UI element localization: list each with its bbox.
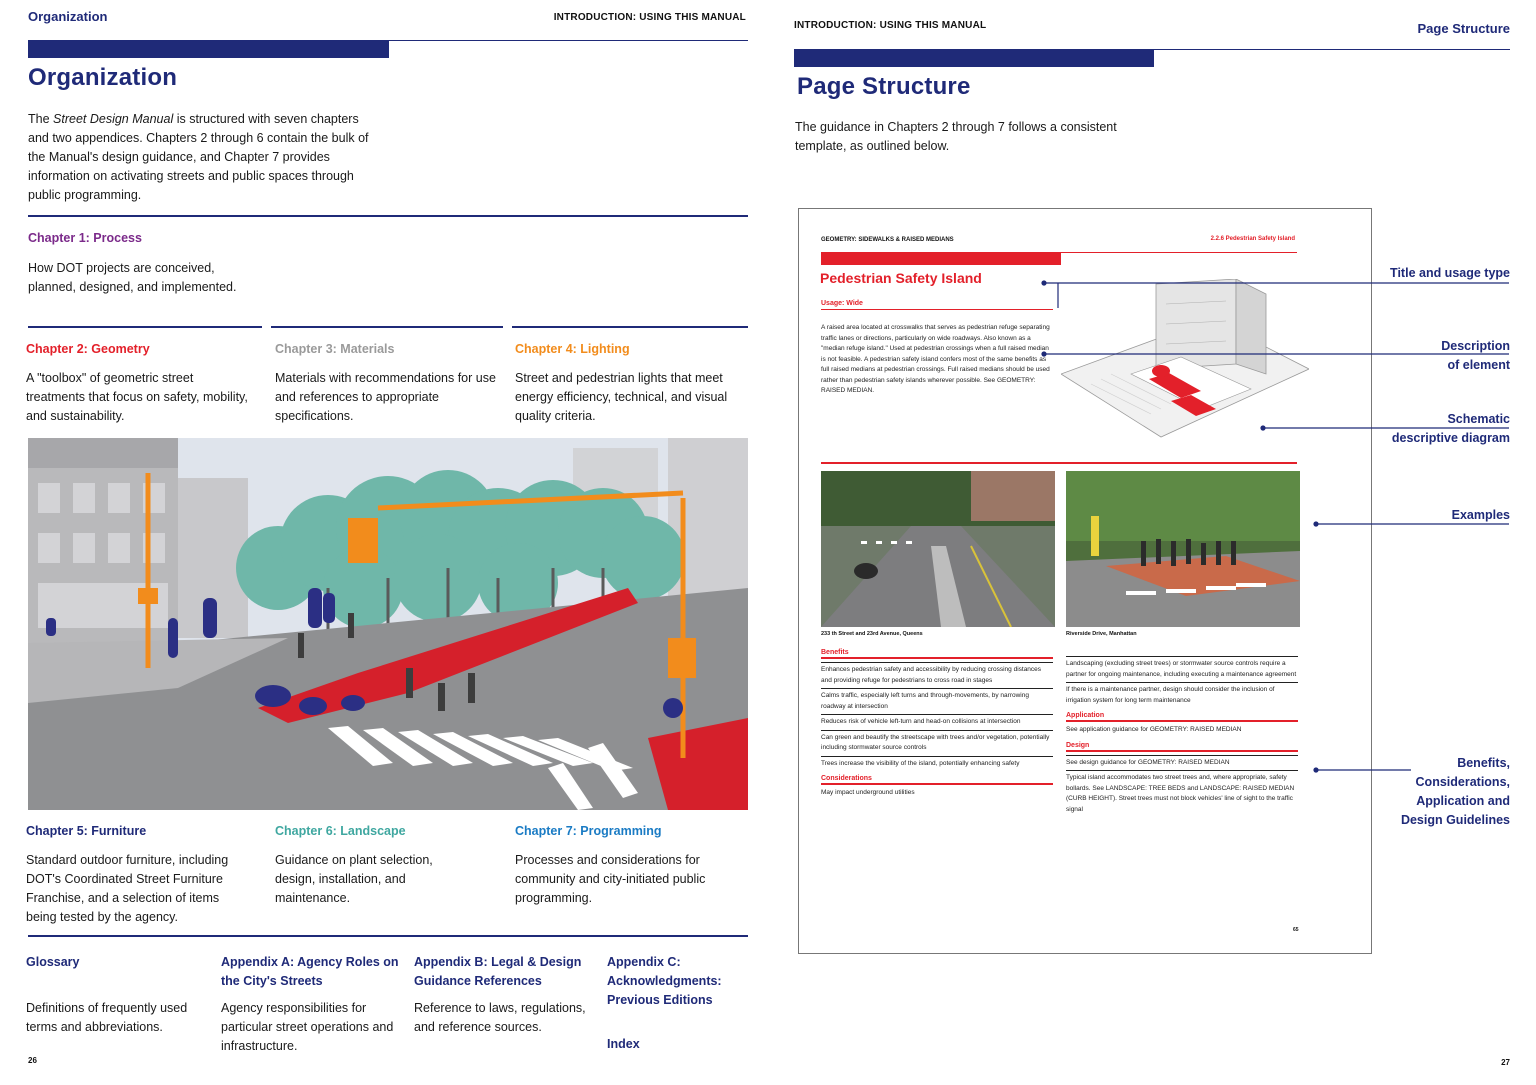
- page-title-right: Page Structure: [797, 73, 971, 100]
- chapter-4-rule: [512, 326, 748, 328]
- chapter-5-text: Standard outdoor furniture, including DOT's Coordinated Street Furniture Franchise, and a selection of items being tested by the agency.: [26, 853, 229, 924]
- callout-description-line-2: of element: [1447, 358, 1510, 372]
- chapter-1-title: Chapter 1: Process: [28, 231, 142, 245]
- running-head-right: Page Structure: [1417, 21, 1510, 36]
- sample-usage: Usage: Wide: [821, 300, 1053, 310]
- chapter-2-title: Chapter 2: Geometry: [26, 342, 150, 356]
- chapter-4-title: Chapter 4: Lighting: [515, 342, 630, 356]
- callout-examples: Examples: [1451, 508, 1510, 522]
- appendix-rule: [28, 935, 748, 937]
- sample-application-1: See application guidance for GEOMETRY: RAISED MEDIAN: [1066, 726, 1242, 733]
- intro-paragraph-right: The guidance in Chapters 2 through 7 follows a consistent template, as outlined below.: [795, 120, 1117, 153]
- running-head-left: Organization: [28, 9, 108, 24]
- sample-right-item-2: If there is a maintenance partner, design should consider the inclusion of irrigation system for long term maintenance: [1066, 682, 1298, 706]
- street-illustration: [28, 438, 748, 810]
- sample-benefit-5: Trees increase the visibility of the island, potentially enhancing safety: [821, 756, 1053, 770]
- appendix-b-text: Reference to laws, regulations, and reference sources.: [414, 1001, 586, 1034]
- intro-paragraph: [28, 110, 373, 205]
- intro-text-pre: The: [28, 112, 54, 126]
- callout-leaders: [768, 0, 1536, 1085]
- sample-page-number: 65: [1293, 927, 1299, 933]
- running-head-section-right: INTRODUCTION: USING THIS MANUAL: [794, 20, 987, 31]
- chapter-7-title: Chapter 7: Programming: [515, 824, 662, 838]
- chapter-5-title: Chapter 5: Furniture: [26, 824, 147, 838]
- sample-design-1: See design guidance for GEOMETRY: RAISED MEDIAN: [1066, 755, 1298, 769]
- callout-benefits-line-4: Design Guidelines: [1400, 813, 1510, 827]
- chapter-3-rule: [271, 326, 503, 328]
- glossary-text: Definitions of frequently used terms and abbreviations.: [26, 1001, 188, 1034]
- sample-application-head: Application: [1066, 712, 1298, 722]
- chapter-4-text: Street and pedestrian lights that meet energy efficiency, technical, and visual quality criteria.: [515, 371, 728, 423]
- sample-benefit-2: Calms traffic, especially left turns and through-movements, by narrowing roadway at intersection: [821, 688, 1053, 712]
- sample-photo-caption-2: Riverside Drive, Manhattan: [1066, 631, 1137, 637]
- chapter-3-title: Chapter 3: Materials: [275, 342, 395, 356]
- sample-photo-caption-1: 233 th Street and 23rd Avenue, Queens: [821, 631, 923, 637]
- page-number-right: 27: [1501, 1058, 1510, 1067]
- appendix-a-title: Appendix A: Agency Roles on the City's Streets: [221, 955, 399, 988]
- chapter-6-title: Chapter 6: Landscape: [275, 824, 406, 838]
- sample-description: A raised area located at crosswalks that serves as pedestrian refuge separating traffic lanes or directions, particularly on wide roadways. Also known as a "median refuge island." Used at pedestrian crossings when a full raised median is not feasible. A pedestrian safety island confers most of the same benefits as full raised medians at pedestrian crossings. Full raised medians should be used rather than pedestrian safety islands wherever possible. See GEOMETRY: RAISED MEDIAN.: [821, 324, 1050, 394]
- sample-consideration-1: May impact underground utilities: [821, 789, 915, 796]
- appendix-c-title: Appendix C: Acknowledgments: Previous Editions: [607, 955, 722, 1007]
- sample-title: Pedestrian Safety Island: [820, 270, 982, 286]
- chapter-3-text: Materials with recommendations for use and references to appropriate specifications.: [275, 371, 496, 423]
- chapter-1-text: How DOT projects are conceived, planned, designed, and implemented.: [28, 261, 237, 294]
- sample-benefits-head: Benefits: [821, 649, 1053, 659]
- callout-benefits-line-1: Benefits,: [1457, 756, 1510, 770]
- chapter-6-text: Guidance on plant selection, design, installation, and maintenance.: [275, 853, 433, 905]
- glossary-title: Glossary: [26, 955, 80, 969]
- running-head-section: INTRODUCTION: USING THIS MANUAL: [553, 12, 746, 23]
- callout-schematic: [1392, 410, 1510, 448]
- callout-benefits-line-3: Application and: [1416, 794, 1510, 808]
- appendix-a-text: Agency responsibilities for particular street operations and infrastructure.: [221, 1001, 394, 1053]
- callout-benefits-line-2: Considerations,: [1415, 775, 1510, 789]
- sample-benefit-4: Can green and beautify the streetscape with trees and/or vegetation, potentially including stormwater source controls: [821, 730, 1053, 754]
- sample-design-head: Design: [1066, 742, 1298, 752]
- sample-section-number: 2.2.6 Pedestrian Safety Island: [1210, 236, 1295, 242]
- index-title: Index: [607, 1037, 640, 1051]
- sample-benefit-1: Enhances pedestrian safety and accessibility by reducing crossing distances and providing refuge for pedestrians to cross road in stages: [821, 662, 1053, 686]
- intro-text-italic: Street Design Manual: [53, 112, 174, 126]
- chapter-2-rule: [28, 326, 262, 328]
- header-bar: [28, 41, 389, 58]
- sample-benefit-3: Reduces risk of vehicle left-turn and head-on collisions at intersection: [821, 714, 1053, 728]
- callout-benefits: [1401, 754, 1510, 830]
- sample-considerations-head: Considerations: [821, 775, 1053, 785]
- chapter-2-text: A "toolbox" of geometric street treatments that focus on safety, mobility, and sustainability.: [26, 371, 248, 423]
- callout-schematic-line-1: Schematic: [1447, 412, 1510, 426]
- page-number-left: 26: [28, 1056, 37, 1065]
- intro-text-post: is structured with seven chapters and two appendices. Chapters 2 through 6 contain the bulk of the Manual's design guidance, and Chapter 7 provides information on activating streets and public spaces through public programming.: [28, 112, 369, 202]
- callout-title-usage: Title and usage type: [1390, 266, 1510, 280]
- sample-right-item-1: Landscaping (excluding street trees) or stormwater source controls require a partner for ongoing maintenance, including executing a maintenance agreement: [1066, 656, 1298, 680]
- appendix-b-title: Appendix B: Legal & Design Guidance References: [414, 955, 582, 988]
- sample-design-2: Typical island accommodates two street trees and, where appropriate, safety bollards. See LANDSCAPE: TREE BEDS and LANDSCAPE: RAISED MEDIAN (CURB HEIGHT). Street trees must not block vehicles' line of sight to the traffic signal: [1066, 770, 1298, 815]
- chapter-7-text: Processes and considerations for community and city-initiated public programming.: [515, 853, 706, 905]
- page-title: Organization: [28, 64, 178, 91]
- callout-description-line-1: Description: [1441, 339, 1510, 353]
- callout-description: [1441, 337, 1510, 375]
- sample-running-head: GEOMETRY: SIDEWALKS & RAISED MEDIANS: [821, 237, 954, 243]
- callout-schematic-line-2: descriptive diagram: [1391, 431, 1510, 445]
- section-rule: [28, 215, 748, 217]
- right-page: [768, 0, 1536, 1085]
